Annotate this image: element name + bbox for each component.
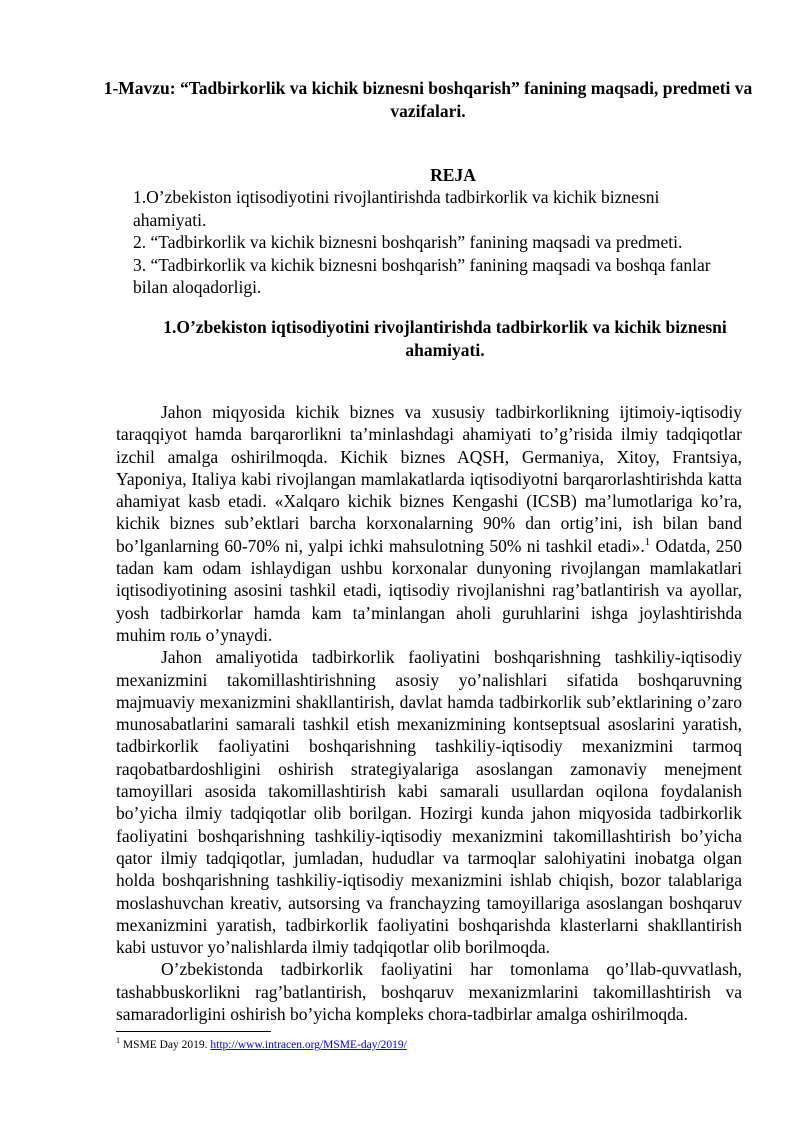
plan-item-2: 2. “Tadbirkorlik va kichik biznesni boshqarish” fanining maqsadi va predmeti. xyxy=(133,232,683,252)
footnote-separator xyxy=(116,1031,271,1032)
paragraph-1-continuation: Odatda, 250 tadan kam odam ishlaydigan ushbu korxonalar dunyoning rivojlangan mamlakatlari iqtisodiyotining asosini tashkil etadi, iqtisodiy rivojlanishni rag’batlantirish va ayollar, yosh tadbirkorlar hamda kam ta’minlangan aholi guruhlarini ishga joylashtirishda muhim roль o’ynaydi. xyxy=(116,535,742,645)
paragraph-1-text: Jahon miqyosida kichik biznes va xususiy tadbirkorlikning ijtimoiy-iqtisodiy taraqqiyot hamda barqarorlikni ta’minlashdagi ahamiyati to’g’risida ilmiy tadqiqotlar izchil amalga oshirilmoqda. Kichik biznes AQSH, Germaniya, Xitoy, Frantsiya, Yaponiya, Italiya kabi rivojlangan mamlakatlarda iqtisodiyotni barqarorlashtirishda katta ahamiyat kasb etadi. «Xalqaro kichik biznes Kengashi (ICSB) ma’lumotlariga ko’ra, kichik biznes sub’ektlari barcha korxonalarning 90% dan ortig’ini, ish bilan band bo’lganlarning 60-70% ni, yalpi ichki mahsulotning 50% ni tashkil etadi». xyxy=(116,402,742,556)
footnote-marker: 1 xyxy=(116,1036,120,1046)
page-title: 1-Mavzu: “Tadbirkorlik va kichik biznesni boshqarish” fanining maqsadi, predmeti va vazifalari. xyxy=(103,78,753,121)
footnote-reference[interactable]: 1 xyxy=(644,535,651,548)
paragraph-1 xyxy=(116,401,742,646)
footnote xyxy=(116,1038,407,1052)
paragraph-3: O’zbekistonda tadbirkorlik faoliyatini har tomonlama qo’llab-quvvatlash, tashabbuskorlikni rag’batlantirish, boshqaruv mexanizmlarini takomillashtirish va samaradorligini oshirish bo’yicha kompleks chora-tadbirlar amalga oshirilmoqda. xyxy=(116,959,742,1025)
plan-item-3: 3. “Tadbirkorlik va kichik biznesni boshqarish” fanining maqsadi va boshqa fanlar bilan aloqadorligi. xyxy=(133,254,711,297)
footnote-text: MSME Day 2019. xyxy=(120,1039,211,1051)
plan-item-1: 1.O’zbekiston iqtisodiyotini rivojlantirishda tadbirkorlik va kichik biznesni ahamiyati. xyxy=(133,187,660,230)
paragraph-2: Jahon amaliyotida tadbirkorlik faoliyatini boshqarishning tashkiliy-iqtisodiy mexanizmini takomillashtirishning asosiy yo’nalishlari sifatida boshqaruvning majmuaviy mexanizmini shakllantirish, davlat hamda tadbirkorlik sub’ektlarining o’zaro munosabatlarini samarali tashkil etish mexanizmining kontseptsual asoslarini yaratish, tadbirkorlik faoliyatini boshqarishning tashkiliy-iqtisodiy mexanizmini tarmoq raqobatbardoshligini oshirish strategiyalariga asoslangan zamonaviy menejment tamoyillari asosida takomillashtirish kabi samarali usullardan oqilona foydalanish bo’yicha ilmiy tadqiqotlar olib borilgan. Hozirgi kunda jahon miqyosida tadbirkorlik faoliyatini boshqarishning tashkiliy-iqtisodiy mexanizmini takomillashtirish bo’yicha qator ilmiy tadqiqotlar, jumladan, hududlar va tarmoqlar salohiyatini inobatga olgan holda boshqarishning tashkiliy-iqtisodiy mexanizmini ishlab chiqish, bozor talablariga moslashuvchan kreativ, autsorsing va franchayzing tamoyillariga asoslangan boshqaruv mexanizmini yaratish, tadbirkorlik faoliyatini boshqarishda klasterlarni shakllantirish kabi ustuvor yo’nalishlarda ilmiy tadqiqotlar olib borilmoqda. xyxy=(116,647,742,958)
plan-list xyxy=(133,186,733,299)
body-text xyxy=(116,401,742,1025)
plan-heading: REJA xyxy=(430,165,476,185)
section-heading: 1.O’zbekiston iqtisodiyotini rivojlantirishda tadbirkorlik va kichik biznesni ahamiyati. xyxy=(163,317,727,360)
footnote-link[interactable]: http://www.intracen.org/MSME-day/2019/ xyxy=(210,1039,407,1051)
